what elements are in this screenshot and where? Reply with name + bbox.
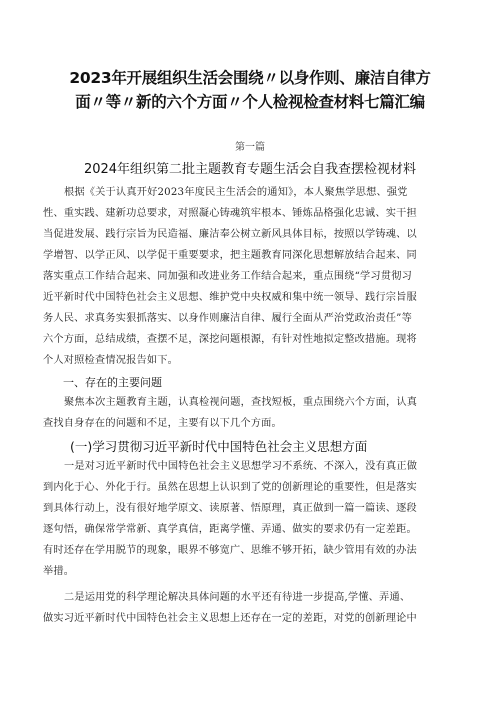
paragraph-line: 六个方面，总结成绩，查摆不足，深挖问题根源，有针对性地拟定整改措施。现将 bbox=[43, 334, 417, 345]
subsection-heading: (一)学习贯彻习近平新时代中国特色社会主义思想方面 bbox=[70, 439, 368, 454]
section-heading: 一、存在的主要问题 bbox=[63, 376, 162, 389]
paragraph-line: 到内化于心、外化于行。虽然在思想上认识到了党的创新理论的重要性，但是落实 bbox=[43, 482, 417, 493]
part-label: 第一篇 bbox=[235, 142, 265, 153]
paragraph-line: 一是对习近平新时代中国特色社会主义思想学习不系统、不深入，没有真正做 bbox=[64, 461, 418, 472]
paragraph-line: 二是运用党的科学理论解决具体问题的水平还有待进一步提高,学懂、弄通、 bbox=[64, 592, 411, 603]
title-line-2: 面〃等〃新的六个方面〃个人检视检查材料七篇汇编 bbox=[75, 93, 425, 111]
paragraph-line: 查找自身存在的问题和不足，主要有以下几个方面。 bbox=[43, 418, 282, 429]
paragraph-line: 落实重点工作结合起来、同加强和改进业务工作结合起来，重点围绕“学习贯彻习 bbox=[43, 271, 412, 282]
paragraph-line: 学增智、以学正风、以学促干重要要求，把主题教育同深化思想解放结合起来、同 bbox=[43, 250, 417, 261]
paragraph-line: 性、重实践、建新功总要求，对照凝心铸魂筑牢根本、锤炼品格强化忠诚、实干担 bbox=[43, 208, 417, 219]
paragraph-line: 个人对照检查情况报告如下。 bbox=[43, 355, 179, 366]
section-subtitle: 2024年组织第二批主题教育专题生活会自我查摆检视材料 bbox=[83, 162, 417, 177]
paragraph-line: 有时还存在学用脱节的现象，眼界不够宽广、思维不够开拓，缺少管用有效的办法 bbox=[43, 545, 417, 556]
document-title bbox=[40, 66, 460, 114]
paragraph-line: 聚焦本次主题教育主题，认真检视问题，查找短板，重点围绕六个方面，认真 bbox=[64, 397, 418, 408]
paragraph-line: 近平新时代中国特色社会主义思想、维护党中央权威和集中统一领导、践行宗旨服 bbox=[43, 292, 417, 303]
paragraph-line: 务人民、求真务实狠抓落实、以身作则廉洁自律、履行全面从严治党政治责任”等 bbox=[43, 313, 412, 324]
paragraph-line: 举措。 bbox=[43, 566, 75, 577]
paragraph-line: 当促进发展、践行宗旨为民造福、廉洁奉公树立新风具体目标，按照以学铸魂、以 bbox=[43, 229, 417, 240]
paragraph-line: 逐句悟，确保常学常新、真学真信，距离学懂、弄通、做实的要求仍有一定差距。 bbox=[43, 524, 417, 535]
paragraph-line: 根据《关于认真开好2023年度民主生活会的通知》，本人聚焦学思想、强党 bbox=[64, 187, 408, 198]
paragraph-line: 做实习近平新时代中国特色社会主义思想上还存在一定的差距，对党的创新理论中 bbox=[43, 613, 417, 624]
paragraph-line: 到具体行动上，没有很好地学原文、读原著、悟原理，真正做到一篇一篇读、逐段 bbox=[43, 503, 417, 514]
title-line-1: 2023年开展组织生活会围绕〃以身作则、廉洁自律方 bbox=[69, 69, 431, 87]
